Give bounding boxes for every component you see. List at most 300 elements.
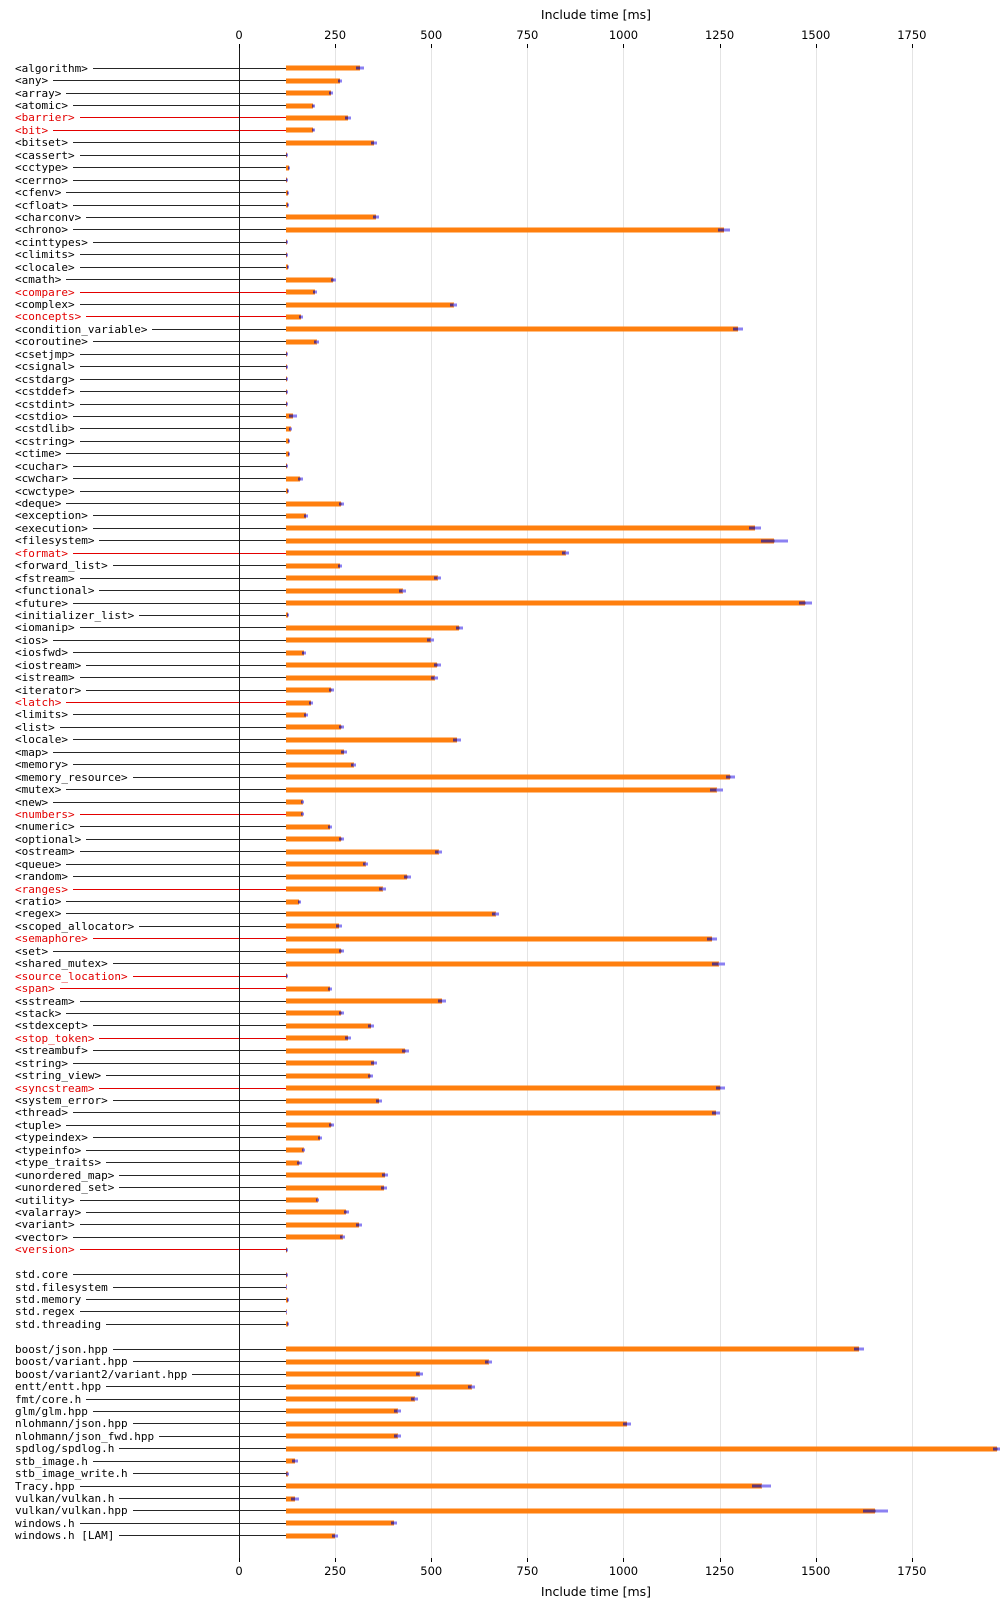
chart-row: [0, 1206, 1000, 1218]
error-bar: [287, 1323, 289, 1326]
bar: [286, 663, 437, 668]
bar: [286, 700, 311, 705]
leader-line: [99, 590, 286, 591]
row-label: <valarray>: [15, 1205, 82, 1219]
bar: [286, 1061, 374, 1066]
row-label: <chrono>: [15, 223, 68, 237]
leader-line: [80, 155, 286, 156]
bar: [286, 775, 730, 780]
error-bar: [287, 204, 289, 207]
chart-row: [0, 385, 1000, 397]
bar: [286, 1384, 472, 1389]
bar-zone: [286, 1492, 1000, 1504]
bar: [286, 1508, 875, 1513]
bar-zone: [286, 211, 1000, 223]
chart-row: [0, 1467, 1000, 1479]
bar-zone: [286, 199, 1000, 211]
row-label: <variant>: [15, 1218, 75, 1232]
chart-row: [0, 1443, 1000, 1455]
row-label: <coroutine>: [15, 335, 88, 349]
chart-row: [0, 883, 1000, 895]
bar-zone: [286, 236, 1000, 248]
leader-line: [86, 217, 286, 218]
row-label: <typeinfo>: [15, 1143, 82, 1157]
x-tick-label: 1500: [801, 28, 831, 42]
bar: [286, 526, 755, 531]
row-label: <ios>: [15, 633, 49, 647]
bar-zone: [286, 336, 1000, 348]
leader-line: [80, 117, 286, 118]
leader-line: [80, 404, 286, 405]
chart-row: [0, 609, 1000, 621]
error-bar: [297, 1161, 302, 1164]
group-spacer: [0, 1331, 1000, 1343]
bar: [286, 862, 366, 867]
bar: [286, 1036, 348, 1041]
bar: [286, 227, 724, 232]
row-label: <compare>: [15, 285, 75, 299]
x-tick-mark: [431, 1558, 432, 1562]
leader-line: [93, 242, 286, 243]
row-label: <complex>: [15, 298, 75, 312]
bar-zone: [286, 659, 1000, 671]
leader-line: [133, 1361, 286, 1362]
leader-line: [152, 329, 286, 330]
leader-line: [133, 976, 286, 977]
bar: [286, 1446, 997, 1451]
error-bar: [485, 1360, 492, 1363]
leader-line: [53, 640, 286, 641]
chart-row: [0, 1492, 1000, 1504]
leader-line: [66, 913, 286, 914]
leader-line: [73, 553, 286, 554]
bar: [286, 115, 348, 120]
bar: [286, 725, 341, 730]
error-bar: [287, 191, 289, 194]
leader-line: [80, 441, 286, 442]
error-bar: [379, 888, 385, 891]
chart-row: [0, 1169, 1000, 1181]
error-bar: [286, 1286, 287, 1289]
chart-row: [0, 982, 1000, 994]
bar-zone: [286, 1418, 1000, 1430]
bar-zone: [286, 1244, 1000, 1256]
row-label: <cuchar>: [15, 459, 68, 473]
error-bar: [434, 664, 441, 667]
bar: [286, 1521, 394, 1526]
error-bar: [726, 776, 734, 779]
leader-line: [113, 565, 286, 566]
row-label: <iostream>: [15, 658, 82, 672]
error-bar: [427, 639, 434, 642]
bar-zone: [286, 808, 1000, 820]
bar: [286, 999, 442, 1004]
row-label: boost/variant2/variant.hpp: [15, 1367, 188, 1381]
bar: [286, 1434, 398, 1439]
chart-row: [0, 224, 1000, 236]
chart-row: [0, 298, 1000, 310]
bar-zone: [286, 609, 1000, 621]
bar-zone: [286, 497, 1000, 509]
chart-row: [0, 1430, 1000, 1442]
bar: [286, 824, 330, 829]
error-bar: [329, 689, 334, 692]
row-label: <unordered_set>: [15, 1181, 115, 1195]
x-tick-label: 1500: [801, 1564, 831, 1578]
bar-zone: [286, 746, 1000, 758]
bar-zone: [286, 895, 1000, 907]
error-bar: [356, 1223, 361, 1226]
chart-row: [0, 584, 1000, 596]
bar: [286, 1533, 335, 1538]
error-bar: [492, 912, 499, 915]
bar-zone: [286, 261, 1000, 273]
leader-line: [80, 491, 286, 492]
chart-row: [0, 1219, 1000, 1231]
chart-row: [0, 945, 1000, 957]
row-label: glm/glm.hpp: [15, 1404, 88, 1418]
bar-zone: [286, 1169, 1000, 1181]
row-label: <cstdint>: [15, 397, 75, 411]
error-bar: [302, 1149, 305, 1152]
bar: [286, 327, 738, 332]
error-bar: [344, 1211, 349, 1214]
bar-zone: [286, 771, 1000, 783]
leader-line: [93, 1025, 286, 1026]
leader-line: [86, 316, 286, 317]
leader-line: [73, 466, 286, 467]
bar-zone: [286, 87, 1000, 99]
bar-zone: [286, 1455, 1000, 1467]
chart-row: [0, 647, 1000, 659]
row-label: <ratio>: [15, 895, 62, 909]
error-bar: [286, 1248, 288, 1251]
chart-row: [0, 497, 1000, 509]
bar: [286, 1421, 627, 1426]
row-label: vulkan/vulkan.hpp: [15, 1504, 128, 1518]
row-label: <semaphore>: [15, 932, 88, 946]
bar: [286, 576, 438, 581]
error-bar: [712, 1111, 720, 1114]
bar: [286, 1397, 415, 1402]
bar: [286, 1148, 304, 1153]
bar-zone: [286, 311, 1000, 323]
chart-row: [0, 1517, 1000, 1529]
chart-row: [0, 1094, 1000, 1106]
error-bar: [328, 987, 333, 990]
bar-zone: [286, 622, 1000, 634]
bar-zone: [286, 1443, 1000, 1455]
error-bar: [286, 403, 288, 406]
row-label: <algorithm>: [15, 61, 88, 75]
bar-zone: [286, 846, 1000, 858]
x-tick-mark: [816, 1558, 817, 1562]
chart-row: [0, 597, 1000, 609]
bar-zone: [286, 1119, 1000, 1131]
row-label: <concepts>: [15, 310, 82, 324]
error-bar: [438, 1000, 446, 1003]
bar: [286, 712, 306, 717]
error-bar: [309, 701, 313, 704]
chart-row: [0, 958, 1000, 970]
row-label: <functional>: [15, 584, 95, 598]
row-label: std.memory: [15, 1293, 82, 1307]
chart-row: [0, 560, 1000, 572]
chart-row: [0, 1057, 1000, 1069]
row-label: <type_traits>: [15, 1156, 102, 1170]
chart-row: [0, 1231, 1000, 1243]
row-label: <syncstream>: [15, 1081, 95, 1095]
row-label: boost/json.hpp: [15, 1342, 108, 1356]
error-bar: [416, 1373, 423, 1376]
leader-line: [80, 1200, 286, 1201]
bar: [286, 911, 496, 916]
bar-zone: [286, 348, 1000, 360]
error-bar: [371, 1062, 377, 1065]
row-label: <shared_mutex>: [15, 957, 108, 971]
chart-row: [0, 211, 1000, 223]
row-label: <fstream>: [15, 571, 75, 585]
row-label: <stdexcept>: [15, 1019, 88, 1033]
chart-row: [0, 671, 1000, 683]
chart-row: [0, 1045, 1000, 1057]
bar: [286, 588, 403, 593]
error-bar: [286, 179, 288, 182]
bar-zone: [286, 1219, 1000, 1231]
chart-row: [0, 1107, 1000, 1119]
bar-zone: [286, 1517, 1000, 1529]
error-bar: [338, 564, 343, 567]
error-bar: [286, 365, 288, 368]
bar: [286, 290, 315, 295]
chart-row: [0, 1069, 1000, 1081]
leader-line: [66, 93, 286, 94]
error-bar: [716, 1087, 724, 1090]
leader-line: [80, 304, 286, 305]
row-label: spdlog/spdlog.h: [15, 1442, 115, 1456]
bar: [286, 949, 341, 954]
bar: [286, 688, 331, 693]
row-label: <random>: [15, 870, 68, 884]
x-tick-label: 250: [324, 28, 347, 42]
error-bar: [288, 166, 290, 169]
bar-zone: [286, 1430, 1000, 1442]
row-label: <set>: [15, 944, 49, 958]
bar-zone: [286, 671, 1000, 683]
row-label: <latch>: [15, 696, 62, 710]
error-bar: [312, 129, 315, 132]
leader-line: [66, 1125, 286, 1126]
row-label: <numbers>: [15, 807, 75, 821]
leader-line: [119, 1448, 286, 1449]
row-label: stb_image.h: [15, 1454, 88, 1468]
bar-zone: [286, 783, 1000, 795]
bar-zone: [286, 1293, 1000, 1305]
x-tick-label: 500: [420, 1564, 443, 1578]
row-label: <cfloat>: [15, 198, 68, 212]
bar: [286, 1173, 385, 1178]
chart-row: [0, 1281, 1000, 1293]
leader-line: [106, 1386, 286, 1387]
bar-zone: [286, 684, 1000, 696]
error-bar: [339, 1012, 344, 1015]
chart-row: [0, 634, 1000, 646]
error-bar: [368, 1074, 373, 1077]
error-bar: [286, 353, 288, 356]
x-tick-label: 0: [235, 28, 243, 42]
row-label: stb_image_write.h: [15, 1467, 128, 1481]
bar-zone: [286, 174, 1000, 186]
leader-line: [93, 1050, 286, 1051]
chart-row: [0, 174, 1000, 186]
x-tick-label: 1000: [608, 1564, 639, 1578]
error-bar: [299, 315, 302, 318]
error-bar: [391, 1522, 397, 1525]
bar-zone: [286, 1530, 1000, 1542]
error-bar: [298, 900, 301, 903]
error-bar: [287, 266, 289, 269]
chart-row: [0, 323, 1000, 335]
leader-line: [66, 789, 286, 790]
bar-zone: [286, 560, 1000, 572]
leader-line: [99, 1038, 286, 1039]
bar-zone: [286, 485, 1000, 497]
chart-row: [0, 1007, 1000, 1019]
bar-zone: [286, 883, 1000, 895]
chart-row: [0, 1343, 1000, 1355]
bar-zone: [286, 124, 1000, 136]
bar-zone: [286, 1094, 1000, 1106]
error-bar: [336, 925, 341, 928]
chart-row: [0, 771, 1000, 783]
error-bar: [345, 1037, 350, 1040]
row-label: std.core: [15, 1268, 68, 1282]
error-bar: [286, 154, 288, 157]
chart-row: [0, 1393, 1000, 1405]
error-bar: [707, 937, 716, 940]
error-bar: [286, 465, 288, 468]
bar: [286, 1110, 716, 1115]
chart-row: [0, 373, 1000, 385]
chart-row: [0, 535, 1000, 547]
chart-row: [0, 1368, 1000, 1380]
chart-row: [0, 846, 1000, 858]
chart-row: [0, 162, 1000, 174]
x-tick-label: 1750: [897, 1564, 927, 1578]
error-bar: [292, 1460, 298, 1463]
bar: [286, 103, 313, 108]
bar: [286, 1073, 370, 1078]
chart-row: [0, 783, 1000, 795]
leader-line: [106, 1324, 286, 1325]
chart-row: [0, 796, 1000, 808]
bar-zone: [286, 385, 1000, 397]
bar: [286, 128, 313, 133]
row-label: entt/entt.hpp: [15, 1380, 102, 1394]
chart-row: [0, 1194, 1000, 1206]
bar-zone: [286, 1356, 1000, 1368]
bar-zone: [286, 933, 1000, 945]
bar: [286, 1235, 343, 1240]
x-tick-mark: [239, 1558, 240, 1562]
bar-zone: [286, 1132, 1000, 1144]
error-bar: [341, 751, 346, 754]
error-bar: [761, 539, 788, 542]
bar: [286, 874, 407, 879]
bar-zone: [286, 647, 1000, 659]
error-bar: [304, 514, 308, 517]
bar-zone: [286, 734, 1000, 746]
chart-row: [0, 510, 1000, 522]
leader-line: [80, 826, 286, 827]
row-label: <execution>: [15, 521, 88, 535]
chart-row: [0, 112, 1000, 124]
bar: [286, 215, 376, 220]
leader-line: [119, 1175, 286, 1176]
leader-line: [80, 627, 286, 628]
error-bar: [339, 838, 344, 841]
error-bar: [302, 651, 306, 654]
row-label: <utility>: [15, 1193, 75, 1207]
row-label: <ostream>: [15, 845, 75, 859]
leader-line: [73, 142, 286, 143]
chart-row: [0, 261, 1000, 273]
bar-zone: [286, 1405, 1000, 1417]
error-bar: [854, 1348, 864, 1351]
row-label: <array>: [15, 86, 62, 100]
leader-line: [113, 963, 286, 964]
bar: [286, 91, 331, 96]
row-label: <future>: [15, 596, 68, 610]
bar: [286, 538, 774, 543]
error-bar: [316, 1199, 320, 1202]
leader-line: [53, 130, 286, 131]
error-bar: [382, 1174, 388, 1177]
leader-line: [73, 229, 286, 230]
chart-row: [0, 62, 1000, 74]
row-label: <cwchar>: [15, 472, 68, 486]
leader-line: [80, 391, 286, 392]
chart-row: [0, 1268, 1000, 1280]
bar: [286, 513, 306, 518]
chart-row: [0, 410, 1000, 422]
chart-row: [0, 908, 1000, 920]
leader-line: [80, 1001, 286, 1002]
row-label: <csetjmp>: [15, 347, 75, 361]
row-label: <source_location>: [15, 969, 128, 983]
chart-row: [0, 1455, 1000, 1467]
leader-line: [73, 167, 286, 168]
chart-row: [0, 858, 1000, 870]
leader-line: [93, 341, 286, 342]
row-label: <cmath>: [15, 273, 62, 287]
bar: [286, 339, 317, 344]
leader-line: [66, 1013, 286, 1014]
bar-zone: [286, 796, 1000, 808]
bar: [286, 986, 330, 991]
row-label: <new>: [15, 795, 49, 809]
error-bar: [749, 527, 761, 530]
error-bar: [993, 1447, 1000, 1450]
row-label: nlohmann/json.hpp: [15, 1417, 128, 1431]
group-spacer: [0, 1256, 1000, 1268]
row-label: <cassert>: [15, 148, 75, 162]
row-label: <clocale>: [15, 260, 75, 274]
leader-line: [66, 192, 286, 193]
error-bar: [371, 141, 377, 144]
x-tick-label: 1250: [704, 1564, 735, 1578]
bar: [286, 140, 374, 145]
